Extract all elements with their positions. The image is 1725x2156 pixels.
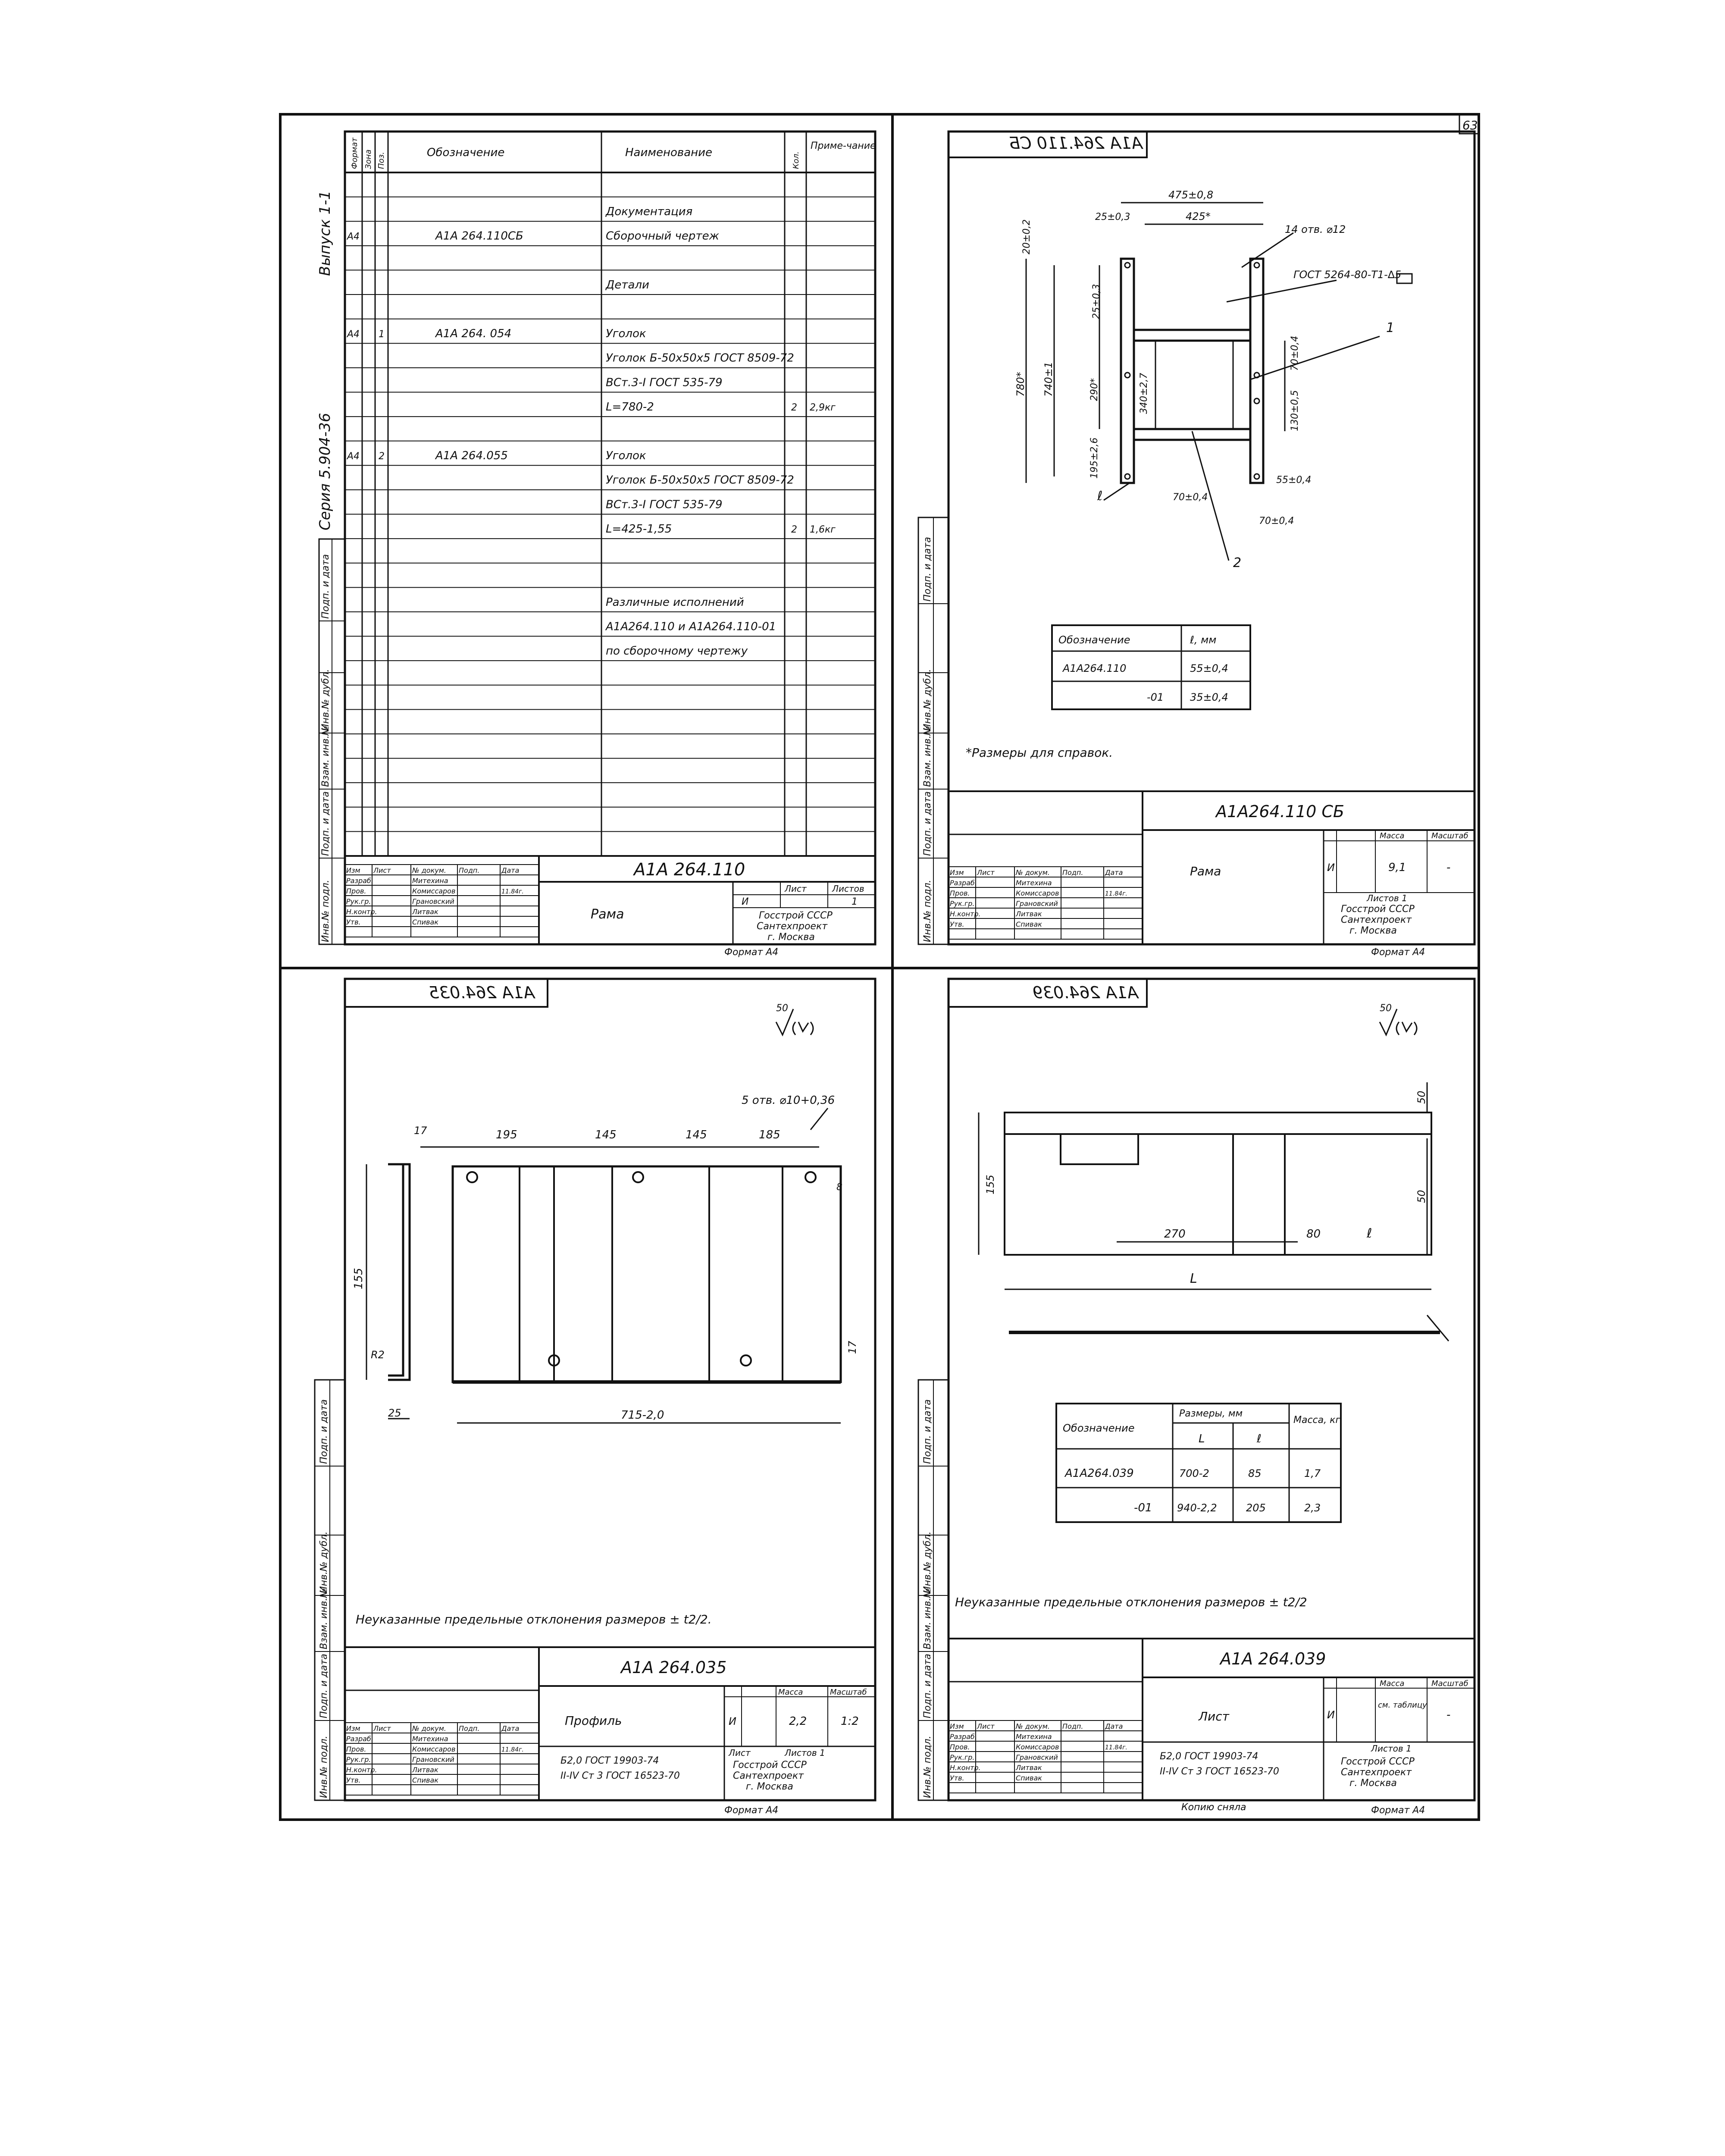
svg-text:Утв.: Утв. (950, 1774, 964, 1782)
svg-text:Литвак: Литвак (1016, 910, 1042, 918)
spec-row (606, 645, 748, 658)
hdr-zona: Зона (364, 149, 373, 169)
svg-text:Обозначение: Обозначение (1063, 1422, 1135, 1434)
svg-text:-: - (1446, 1708, 1451, 1721)
svg-text:Госстрой СССР: Госстрой СССР (733, 1760, 807, 1771)
svg-text:Спивак: Спивак (1016, 1774, 1042, 1782)
svg-text:Спивак: Спивак (412, 1776, 438, 1784)
svg-text:Литвак: Литвак (1016, 1764, 1042, 1772)
svg-text:Разраб.: Разраб. (950, 1733, 977, 1741)
svg-text:Дата: Дата (501, 866, 520, 874)
svg-text:-01: -01 (1147, 691, 1164, 703)
svg-text:г. Москва: г. Москва (746, 1781, 793, 1792)
hdr-poz: Поз. (377, 152, 386, 169)
svg-text:Размеры, мм: Размеры, мм (1179, 1408, 1243, 1419)
sheet4-table (1056, 1404, 1341, 1522)
svg-text:Подп. и дата: Подп. и дата (320, 791, 331, 856)
svg-text:Масса: Масса (1380, 1679, 1405, 1688)
svg-text:70±0,4: 70±0,4 (1290, 335, 1300, 371)
svg-text:Инв.№ дубл.: Инв.№ дубл. (319, 1531, 329, 1593)
svg-text:145: 145 (595, 1128, 617, 1141)
svg-text:25±0,3: 25±0,3 (1091, 284, 1102, 319)
svg-text:Различные исполнений: Различные исполнений (606, 595, 744, 609)
svg-text:Госстрой СССР: Госстрой СССР (759, 910, 833, 921)
spec-row (605, 620, 776, 633)
svg-text:1:2: 1:2 (841, 1715, 859, 1728)
svg-text:25±0,3: 25±0,3 (1095, 212, 1130, 222)
svg-text:ℓ: ℓ (1097, 489, 1103, 504)
spec-row (605, 279, 649, 291)
svg-text:25: 25 (388, 1407, 401, 1419)
svg-text:Н.контр.: Н.контр. (950, 1764, 981, 1772)
svg-text:г. Москва: г. Москва (767, 932, 815, 943)
svg-text:А1А 264.035: А1А 264.035 (621, 1658, 727, 1677)
svg-text:Масса: Масса (1380, 831, 1405, 840)
svg-text:II-IV Ст 3 ГОСТ 16523-70: II-IV Ст 3 ГОСТ 16523-70 (560, 1771, 680, 1781)
svg-text:Профиль: Профиль (565, 1714, 622, 1728)
spec-row (606, 352, 794, 365)
svg-text:Подп.: Подп. (1062, 868, 1083, 877)
sheet2-title-block (949, 791, 1475, 958)
svg-text:Подп. и дата: Подп. и дата (922, 1399, 933, 1464)
svg-text:Разраб.: Разраб. (950, 879, 977, 887)
svg-text:Масштаб: Масштаб (1431, 831, 1468, 840)
svg-text:2: 2 (1233, 555, 1242, 570)
plate-drawing (979, 1082, 1449, 1341)
svg-text:Комиссаров: Комиссаров (412, 887, 456, 895)
svg-text:А1А264.110: А1А264.110 (1063, 662, 1127, 674)
svg-text:14 отв. ⌀12: 14 отв. ⌀12 (1285, 223, 1346, 235)
hdr-note: Приме-чание (811, 141, 876, 151)
svg-text:155: 155 (984, 1175, 996, 1194)
svg-text:№ докум.: № докум. (412, 866, 446, 874)
svg-text:Инв.№ дубл.: Инв.№ дубл. (922, 1531, 933, 1593)
svg-text:ℓ, мм: ℓ, мм (1190, 634, 1217, 646)
svg-text:940-2,2: 940-2,2 (1177, 1502, 1217, 1514)
svg-text:А1А264.110 СБ: А1А264.110 СБ (1216, 802, 1344, 821)
svg-text:ВСт.3-I ГОСТ 535-79: ВСт.3-I ГОСТ 535-79 (606, 376, 723, 389)
svg-text:Уголок Б-50х50х5 ГОСТ 8509-72: Уголок Б-50х50х5 ГОСТ 8509-72 (606, 351, 794, 365)
svg-text:Грановский: Грановский (1016, 899, 1058, 908)
svg-text:Н.контр.: Н.контр. (950, 910, 981, 918)
svg-text:Дата: Дата (501, 1724, 520, 1733)
svg-text:Взам. инв.№: Взам. инв.№ (320, 725, 331, 787)
svg-text:см. таблицу: см. таблицу (1378, 1701, 1427, 1710)
svg-text:И: И (1327, 862, 1335, 874)
svg-text:А4: А4 (347, 231, 360, 242)
spec-row (606, 474, 794, 487)
svg-text:Формат А4: Формат А4 (1371, 947, 1425, 958)
page-number: 63 (1462, 118, 1478, 132)
hdr-designation: Обозначение (427, 146, 505, 159)
profile-blank (366, 1108, 841, 1423)
svg-text:1,6кг: 1,6кг (810, 524, 836, 535)
sheet4-plate (918, 979, 1475, 1816)
svg-text:Подп. и дата: Подп. и дата (320, 554, 331, 619)
svg-text:17: 17 (846, 1341, 858, 1354)
svg-text:145: 145 (686, 1128, 707, 1141)
svg-text:Инв.№ подл.: Инв.№ подл. (319, 1736, 329, 1798)
svg-text:Разраб.: Разраб. (346, 877, 373, 885)
svg-text:L: L (1190, 1271, 1197, 1286)
svg-text:-01: -01 (1134, 1501, 1152, 1514)
hdr-name: Наименование (625, 146, 713, 159)
svg-text:Инв.№ подл.: Инв.№ подл. (320, 880, 331, 942)
svg-text:Масштаб: Масштаб (830, 1688, 867, 1697)
s3-note: Неуказанные предельные отклонения размеров ± t2/2. (356, 1612, 712, 1626)
svg-text:А1А 264.110СБ: А1А 264.110СБ (435, 229, 523, 243)
svg-text:Подп. и дата: Подп. и дата (922, 791, 933, 856)
svg-text:Подп. и дата: Подп. и дата (922, 1654, 933, 1718)
svg-text:Сборочный чертеж: Сборочный чертеж (606, 229, 719, 243)
spec-row (346, 230, 720, 243)
svg-text:70±0,4: 70±0,4 (1259, 516, 1294, 526)
svg-text:Спивак: Спивак (412, 918, 438, 926)
svg-text:Взам. инв.№: Взам. инв.№ (319, 1588, 329, 1649)
svg-text:ГОСТ 5264-80-Т1-∆5: ГОСТ 5264-80-Т1-∆5 (1293, 269, 1402, 281)
svg-text:Детали: Детали (606, 278, 649, 291)
svg-text:Уголок Б-50х50х5 ГОСТ 8509-72: Уголок Б-50х50х5 ГОСТ 8509-72 (606, 473, 794, 487)
svg-text:L: L (1199, 1432, 1205, 1445)
svg-text:Пров.: Пров. (950, 1743, 970, 1751)
svg-text:Изм: Изм (346, 866, 360, 874)
svg-text:Подп. и дата: Подп. и дата (922, 537, 933, 602)
s1-name: Рама (591, 907, 624, 922)
svg-text:Б2,0 ГОСТ 19903-74: Б2,0 ГОСТ 19903-74 (560, 1755, 659, 1766)
svg-text:Митехина: Митехина (1016, 879, 1052, 887)
svg-text:Лист: Лист (729, 1748, 751, 1758)
svg-text:Лист: Лист (977, 868, 995, 877)
svg-text:290*: 290* (1089, 378, 1100, 401)
svg-text:50: 50 (1415, 1190, 1428, 1203)
svg-text:L=425-1,55: L=425-1,55 (606, 522, 672, 536)
svg-text:Формат А4: Формат А4 (724, 947, 779, 958)
svg-text:Митехина: Митехина (412, 877, 448, 885)
svg-text:195: 195 (496, 1128, 517, 1141)
svg-text:II-IV Ст 3 ГОСТ 16523-70: II-IV Ст 3 ГОСТ 16523-70 (1160, 1766, 1279, 1777)
svg-text:Н.контр.: Н.контр. (346, 908, 377, 916)
svg-text:270: 270 (1164, 1228, 1186, 1241)
svg-text:Пров.: Пров. (950, 889, 970, 897)
hdr-qty: Кол. (792, 151, 801, 169)
svg-text:А4: А4 (347, 329, 360, 340)
svg-text:2,3: 2,3 (1304, 1502, 1321, 1514)
svg-text:50: 50 (1380, 1003, 1392, 1014)
svg-text:Подп.: Подп. (459, 866, 480, 874)
svg-text:Взам. инв.№: Взам. инв.№ (922, 1588, 933, 1649)
svg-text:1: 1 (852, 896, 858, 907)
svg-text:Госстрой СССР: Госстрой СССР (1341, 904, 1415, 915)
svg-text:Подп. и дата: Подп. и дата (319, 1399, 329, 1464)
svg-text:475±0,8: 475±0,8 (1168, 189, 1214, 201)
svg-text:Комиссаров: Комиссаров (1016, 889, 1059, 897)
svg-text:2: 2 (791, 524, 797, 535)
svg-text:L=780-2: L=780-2 (606, 400, 654, 414)
svg-text:Литвак: Литвак (412, 908, 438, 916)
svg-text:Инв.№ дубл.: Инв.№ дубл. (320, 669, 331, 731)
svg-text:Б2,0 ГОСТ 19903-74: Б2,0 ГОСТ 19903-74 (1160, 1751, 1259, 1762)
svg-text:А4: А4 (347, 451, 360, 462)
svg-text:130±0,5: 130±0,5 (1290, 390, 1300, 431)
svg-text:А1А 264.039: А1А 264.039 (1220, 1649, 1326, 1668)
svg-text:Пров.: Пров. (346, 887, 366, 895)
svg-text:55±0,4: 55±0,4 (1190, 662, 1228, 674)
svg-text:Рук.гр.: Рук.гр. (950, 1753, 975, 1761)
svg-text:Комиссаров: Комиссаров (412, 1745, 456, 1753)
svg-text:1: 1 (1386, 320, 1395, 335)
svg-text:Листов: Листов (832, 884, 864, 894)
svg-text:Инв.№ подл.: Инв.№ подл. (922, 1736, 933, 1798)
svg-text:Дата: Дата (1105, 1722, 1123, 1730)
svg-text:И: И (1327, 1709, 1335, 1721)
svg-text:Копию сняла: Копию сняла (1181, 1802, 1246, 1813)
svg-text:ВСт.3-I ГОСТ 535-79: ВСт.3-I ГОСТ 535-79 (606, 498, 723, 511)
sheet4-title-block (949, 1639, 1475, 1816)
svg-text:11.84г.: 11.84г. (1105, 1744, 1127, 1751)
svg-text:Масса: Масса (778, 1688, 803, 1697)
svg-text:Литвак: Литвак (412, 1766, 438, 1774)
svg-text:Утв.: Утв. (346, 1776, 361, 1784)
spine-vypusk: Выпуск 1-1 (316, 190, 334, 276)
svg-text:11.84г.: 11.84г. (1105, 890, 1127, 897)
spec-row (606, 596, 744, 609)
svg-text:2: 2 (379, 451, 385, 462)
svg-text:Рук.гр.: Рук.гр. (346, 1755, 371, 1764)
svg-text:2,9кг: 2,9кг (810, 402, 836, 413)
svg-text:17: 17 (414, 1125, 427, 1137)
svg-text:Листов 1: Листов 1 (1367, 893, 1407, 903)
s4-mirrored-code: А1А 264.039 (1032, 983, 1138, 1002)
svg-text:ℓ: ℓ (1257, 1432, 1262, 1445)
svg-text:11.84г.: 11.84г. (501, 1746, 524, 1753)
svg-text:185: 185 (759, 1128, 780, 1141)
svg-text:Инв.№ дубл.: Инв.№ дубл. (922, 669, 933, 731)
svg-text:Подп.: Подп. (459, 1724, 480, 1733)
svg-text:20±0,2: 20±0,2 (1021, 219, 1032, 254)
svg-text:Листов 1: Листов 1 (1371, 1743, 1412, 1754)
svg-text:Грановский: Грановский (1016, 1753, 1058, 1761)
svg-text:А1А264.110 и А1А264.110-01: А1А264.110 и А1А264.110-01 (606, 620, 776, 633)
svg-text:740±1: 740±1 (1043, 361, 1055, 397)
svg-text:И: И (742, 896, 749, 907)
svg-text:35±0,4: 35±0,4 (1190, 691, 1228, 703)
spec-row (606, 376, 723, 389)
svg-text:700-2: 700-2 (1179, 1467, 1209, 1479)
svg-text:Обозначение: Обозначение (1058, 634, 1130, 646)
s2-note: *Размеры для справок. (966, 746, 1113, 760)
svg-text:205: 205 (1246, 1502, 1266, 1514)
svg-text:Масса, кг: Масса, кг (1293, 1415, 1340, 1426)
svg-text:Митехина: Митехина (1016, 1733, 1052, 1741)
svg-text:Уголок: Уголок (606, 327, 646, 341)
svg-text:70±0,4: 70±0,4 (1173, 492, 1208, 503)
s3-mirrored-code: А1А 264.035 (429, 983, 535, 1002)
svg-text:А1А264.039: А1А264.039 (1065, 1467, 1134, 1480)
svg-text:Лист: Лист (373, 866, 391, 874)
svg-text:340±2,7: 340±2,7 (1139, 373, 1149, 414)
svg-text:2,2: 2,2 (789, 1715, 807, 1728)
spec-row (605, 205, 692, 218)
svg-text:Изм: Изм (950, 868, 964, 877)
svg-text:80: 80 (1306, 1228, 1321, 1241)
svg-text:Госстрой СССР: Госстрой СССР (1341, 1756, 1415, 1767)
svg-text:Сантехпроект: Сантехпроект (757, 921, 828, 932)
sheet3-title-block (345, 1647, 875, 1816)
spec-row (606, 498, 723, 511)
svg-text:И: И (729, 1715, 736, 1727)
svg-text:№ докум.: № докум. (1016, 1722, 1050, 1730)
svg-text:425*: 425* (1186, 210, 1211, 222)
svg-text:Формат А4: Формат А4 (1371, 1805, 1425, 1816)
svg-text:№ докум.: № докум. (412, 1724, 446, 1733)
sheet1-title-block (345, 856, 875, 958)
svg-text:85: 85 (1248, 1467, 1262, 1479)
svg-text:9,1: 9,1 (1388, 861, 1406, 874)
svg-text:55±0,4: 55±0,4 (1276, 475, 1312, 486)
svg-text:Изм: Изм (950, 1722, 964, 1730)
spine-seriya: Серия 5.904-36 (316, 413, 334, 530)
svg-text:Подп.: Подп. (1062, 1722, 1083, 1730)
side-stamp-1 (319, 539, 345, 944)
svg-text:Рук.гр.: Рук.гр. (346, 897, 371, 906)
svg-text:1,7: 1,7 (1304, 1467, 1321, 1479)
svg-text:5 отв. ⌀10+0,36: 5 отв. ⌀10+0,36 (742, 1094, 835, 1107)
svg-text:2: 2 (791, 402, 797, 413)
svg-text:г. Москва: г. Москва (1349, 1778, 1397, 1789)
s1-code: А1А 264.110 (634, 860, 745, 880)
svg-text:по сборочному чертежу: по сборочному чертежу (606, 644, 748, 658)
svg-text:Н.контр.: Н.контр. (346, 1766, 377, 1774)
s4-note: Неуказанные предельные отклонения размеров ± t2/2 (955, 1595, 1307, 1609)
svg-text:Формат А4: Формат А4 (724, 1805, 779, 1816)
svg-text:155: 155 (352, 1268, 365, 1289)
svg-text:А1А 264.055: А1А 264.055 (435, 449, 508, 463)
svg-text:Уголок: Уголок (606, 449, 646, 463)
hdr-format: Формат (350, 137, 359, 169)
svg-text:Утв.: Утв. (346, 918, 361, 926)
svg-text:715-2,0: 715-2,0 (621, 1409, 664, 1422)
svg-text:Утв.: Утв. (950, 920, 964, 928)
svg-text:Лист: Лист (373, 1724, 391, 1733)
svg-text:Митехина: Митехина (412, 1735, 448, 1743)
svg-text:Спивак: Спивак (1016, 920, 1042, 928)
svg-text:-: - (1446, 861, 1451, 874)
svg-text:Лист: Лист (785, 884, 807, 894)
svg-text:Листов 1: Листов 1 (785, 1748, 825, 1758)
svg-text:50: 50 (1415, 1091, 1428, 1104)
svg-text:195±2,6: 195±2,6 (1089, 437, 1100, 479)
svg-text:№ докум.: № докум. (1016, 868, 1050, 877)
svg-text:11.84г.: 11.84г. (501, 888, 524, 895)
svg-text:Сантехпроект: Сантехпроект (1341, 1767, 1412, 1778)
svg-text:Комиссаров: Комиссаров (1016, 1743, 1059, 1751)
svg-text:Инв.№ подл.: Инв.№ подл. (922, 880, 933, 942)
sheet3-profile (315, 979, 875, 1816)
svg-text:Масштаб: Масштаб (1431, 1679, 1468, 1688)
svg-text:Рук.гр.: Рук.гр. (950, 899, 975, 908)
svg-text:г. Москва: г. Москва (1349, 925, 1397, 936)
svg-text:Лист: Лист (1199, 1709, 1229, 1724)
svg-text:ℓ: ℓ (1367, 1226, 1372, 1241)
svg-text:R2: R2 (371, 1349, 385, 1361)
svg-text:Разраб.: Разраб. (346, 1735, 373, 1743)
svg-text:Дата: Дата (1105, 868, 1123, 877)
sheet2-table (1052, 625, 1250, 709)
svg-text:Подп. и дата: Подп. и дата (319, 1654, 329, 1718)
svg-text:Грановский: Грановский (412, 1755, 454, 1764)
spec-row-lines (345, 197, 875, 832)
svg-text:А1А 264. 054: А1А 264. 054 (435, 327, 512, 341)
svg-text:50: 50 (776, 1003, 788, 1014)
s2-mirrored-code: А1А 264.110 СБ (1008, 134, 1143, 153)
sheet1-specification (316, 132, 876, 958)
svg-text:Пров.: Пров. (346, 1745, 366, 1753)
svg-text:Рама: Рама (1190, 864, 1221, 878)
sheet2-assembly (918, 132, 1475, 958)
svg-text:Сантехпроект: Сантехпроект (733, 1771, 804, 1781)
svg-text:Изм: Изм (346, 1724, 360, 1733)
spec-rows (346, 205, 836, 658)
spec-row (606, 523, 836, 536)
svg-text:8: 8 (836, 1182, 842, 1193)
spec-row (606, 401, 836, 414)
svg-text:Документация: Документация (606, 205, 693, 219)
svg-text:1: 1 (379, 329, 385, 340)
svg-text:780*: 780* (1014, 372, 1027, 397)
svg-text:Сантехпроект: Сантехпроект (1341, 915, 1412, 925)
svg-text:Лист: Лист (977, 1722, 995, 1730)
svg-text:Взам. инв.№: Взам. инв.№ (922, 725, 933, 787)
svg-text:Грановский: Грановский (412, 897, 454, 906)
frame-drawing (1014, 189, 1412, 570)
